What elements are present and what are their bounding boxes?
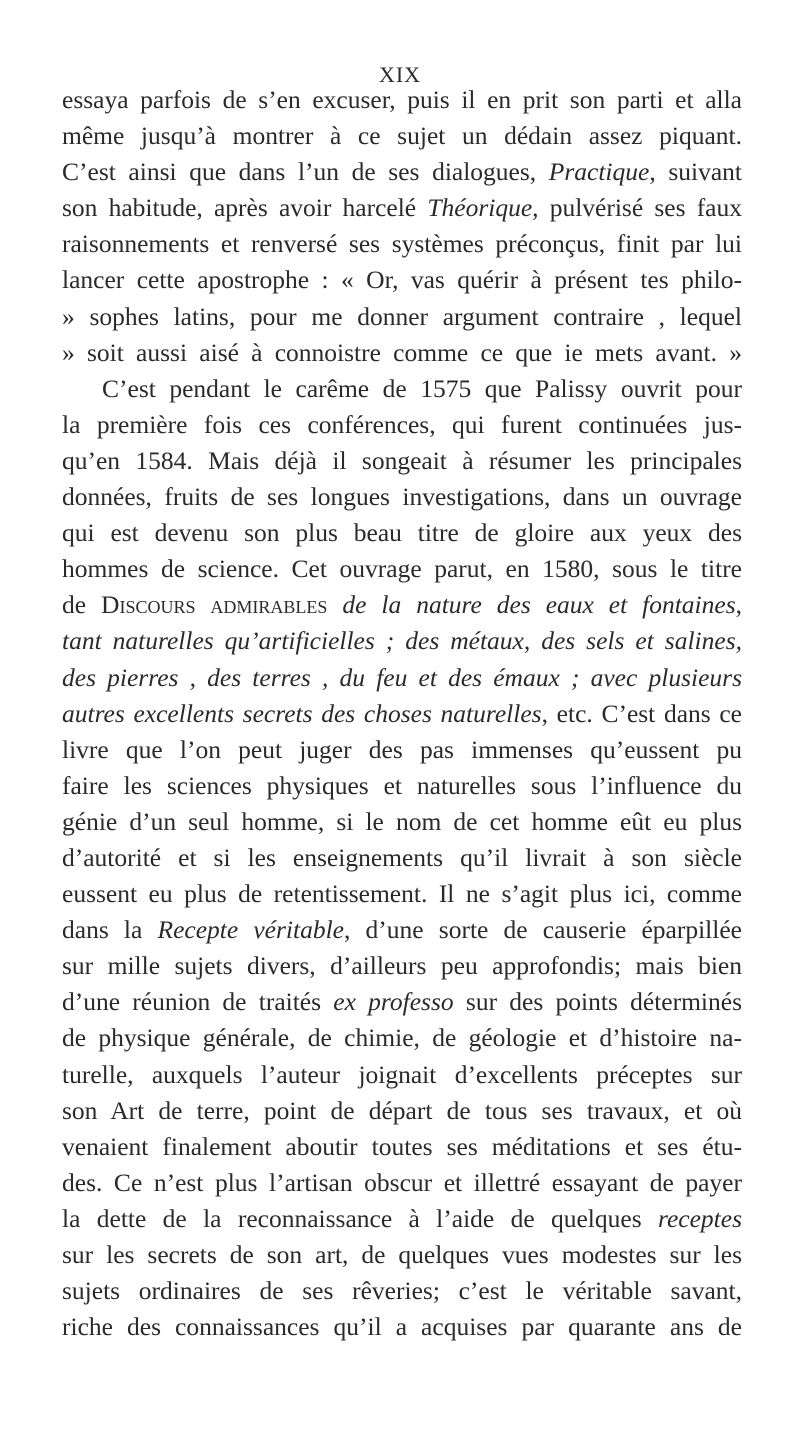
text-run: son Art de terre, point de départ de tous ses travaux, et où [62, 1095, 742, 1125]
text-run: » sophes latins, pour me donner argument contraire , lequel [62, 301, 742, 331]
text-line [62, 623, 742, 659]
text-run: sur les secrets de son art, de quelques vues modestes sur les [62, 1240, 742, 1269]
text-run: , etc. C’est dans ce [541, 698, 742, 728]
text-run: , pulvérisé ses faux [532, 193, 743, 223]
text-line [62, 515, 742, 551]
text-run: riche des connaissances qu’il a acquises par quarante ans de [62, 1312, 742, 1342]
text-line [62, 1273, 742, 1309]
text-run: faire les sciences physiques et naturelles sous l’influence du [62, 770, 742, 800]
text-run: C’est ainsi que dans l’un de ses dialogues, [62, 157, 549, 187]
text-line [62, 479, 742, 515]
body-text [62, 82, 742, 1345]
italic-text: Practique [548, 157, 650, 187]
italic-text: Théorique [427, 193, 533, 223]
text-line [62, 299, 742, 335]
text-run: génie d’un seul homme, si le nom de cet homme eût eu plus [62, 806, 742, 836]
text-line [62, 226, 742, 262]
text-line [62, 1093, 742, 1129]
text-run: livre que l’on peut juger des pas immenses qu’eussent pu [62, 734, 742, 764]
text-line [62, 443, 742, 479]
text-line [62, 948, 742, 984]
italic-text: de la nature des eaux et fontaines [342, 590, 736, 620]
text-run: d’autorité et si les enseignements qu’il livrait à son siècle [62, 842, 742, 872]
text-run: sujets ordinaires de ses rêveries; c’est le véritable savant, [62, 1276, 742, 1306]
text-line [62, 768, 742, 804]
italic-text: receptes [657, 1203, 742, 1233]
text-line [62, 876, 742, 912]
text-run: essaya parfois de s’en excuser, puis il en prit son parti et alla [62, 85, 742, 114]
text-run: sur des points déterminés [453, 987, 742, 1017]
text-run: la première fois ces conférences, qui furent continuées jus- [62, 409, 742, 439]
text-line [62, 804, 742, 840]
text-line [62, 696, 742, 732]
text-line [62, 551, 742, 587]
text-run: C’est pendant le carême de 1575 que Palissy ouvrit pour [102, 373, 742, 403]
text-line [62, 262, 742, 298]
text-run: qui est devenu son plus beau titre de gloire aux yeux des [62, 518, 742, 548]
text-line [62, 984, 742, 1020]
text-run: , [735, 590, 743, 620]
text-run: données, fruits de ses longues investigations, dans un ouvrage [62, 482, 742, 512]
text-run: hommes de science. Cet ouvrage parut, en 1580, sous le titre [62, 554, 742, 584]
text-line [62, 1309, 742, 1345]
text-line [62, 1237, 742, 1273]
text-run: la dette de la reconnaissance à l’aide de quelques [62, 1203, 658, 1233]
italic-text: autres excellents secrets des choses naturelles [62, 698, 542, 728]
text-line [62, 840, 742, 876]
text-line [62, 1129, 742, 1165]
italic-text: ex professo [333, 987, 454, 1017]
text-run: même jusqu’à montrer à ce sujet un dédain assez piquant. [62, 121, 742, 151]
text-run: venaient finalement aboutir toutes ses méditations et ses étu- [62, 1131, 742, 1161]
text-run: » soit aussi aisé à connoistre comme ce que ie mets avant. » [62, 337, 742, 367]
text-run: dans la [62, 915, 158, 945]
text-run: raisonnements et renversé ses systèmes préconçus, finit par lui [62, 229, 742, 259]
text-line [62, 335, 742, 371]
text-run: de physique générale, de chimie, de géologie et d’histoire na- [62, 1023, 742, 1053]
text-run: qu’en 1584. Mais déjà il songeait à résumer les principales [62, 445, 742, 475]
text-run: sur mille sujets divers, d’ailleurs peu approfondis; mais bien [62, 951, 742, 981]
text-run: des. Ce n’est plus l’artisan obscur et illettré essayant de payer [62, 1167, 742, 1197]
text-line [62, 732, 742, 768]
text-run: eussent eu plus de retentissement. Il ne s’agit plus ici, comme [62, 879, 742, 909]
text-line [62, 912, 742, 948]
text-line [62, 1020, 742, 1056]
text-run: son habitude, après avoir harcelé [62, 193, 428, 223]
text-line [62, 407, 742, 443]
text-line [62, 82, 742, 118]
text-line [62, 1057, 742, 1093]
text-run: d’une réunion de traités [62, 987, 334, 1017]
text-line [62, 190, 742, 226]
italic-text: des pierres , des terres , du feu et des émaux ; avec plusieurs [62, 662, 742, 692]
text-line [62, 118, 742, 154]
text-run: turelle, auxquels l’auteur joignait d’excellents préceptes sur [62, 1059, 742, 1089]
text-line [62, 1201, 742, 1237]
text-line [62, 154, 742, 190]
text-line [62, 660, 742, 696]
small-caps-text: Discours admirables [101, 590, 328, 620]
text-line [62, 1165, 742, 1201]
text-run: de [62, 590, 102, 620]
text-run [327, 590, 342, 619]
text-run: , suivant [649, 157, 742, 187]
page-number: XIX [378, 62, 422, 87]
text-run: , d’une sorte de causerie éparpillée [344, 915, 742, 945]
text-line [62, 371, 742, 407]
italic-text: Recepte véritable [157, 915, 344, 945]
italic-text: tant naturelles qu’artificielles ; des métaux, des sels et salines, [62, 626, 742, 656]
text-line [62, 587, 742, 623]
text-run: lancer cette apostrophe : « Or, vas quérir à présent tes philo- [62, 265, 742, 295]
